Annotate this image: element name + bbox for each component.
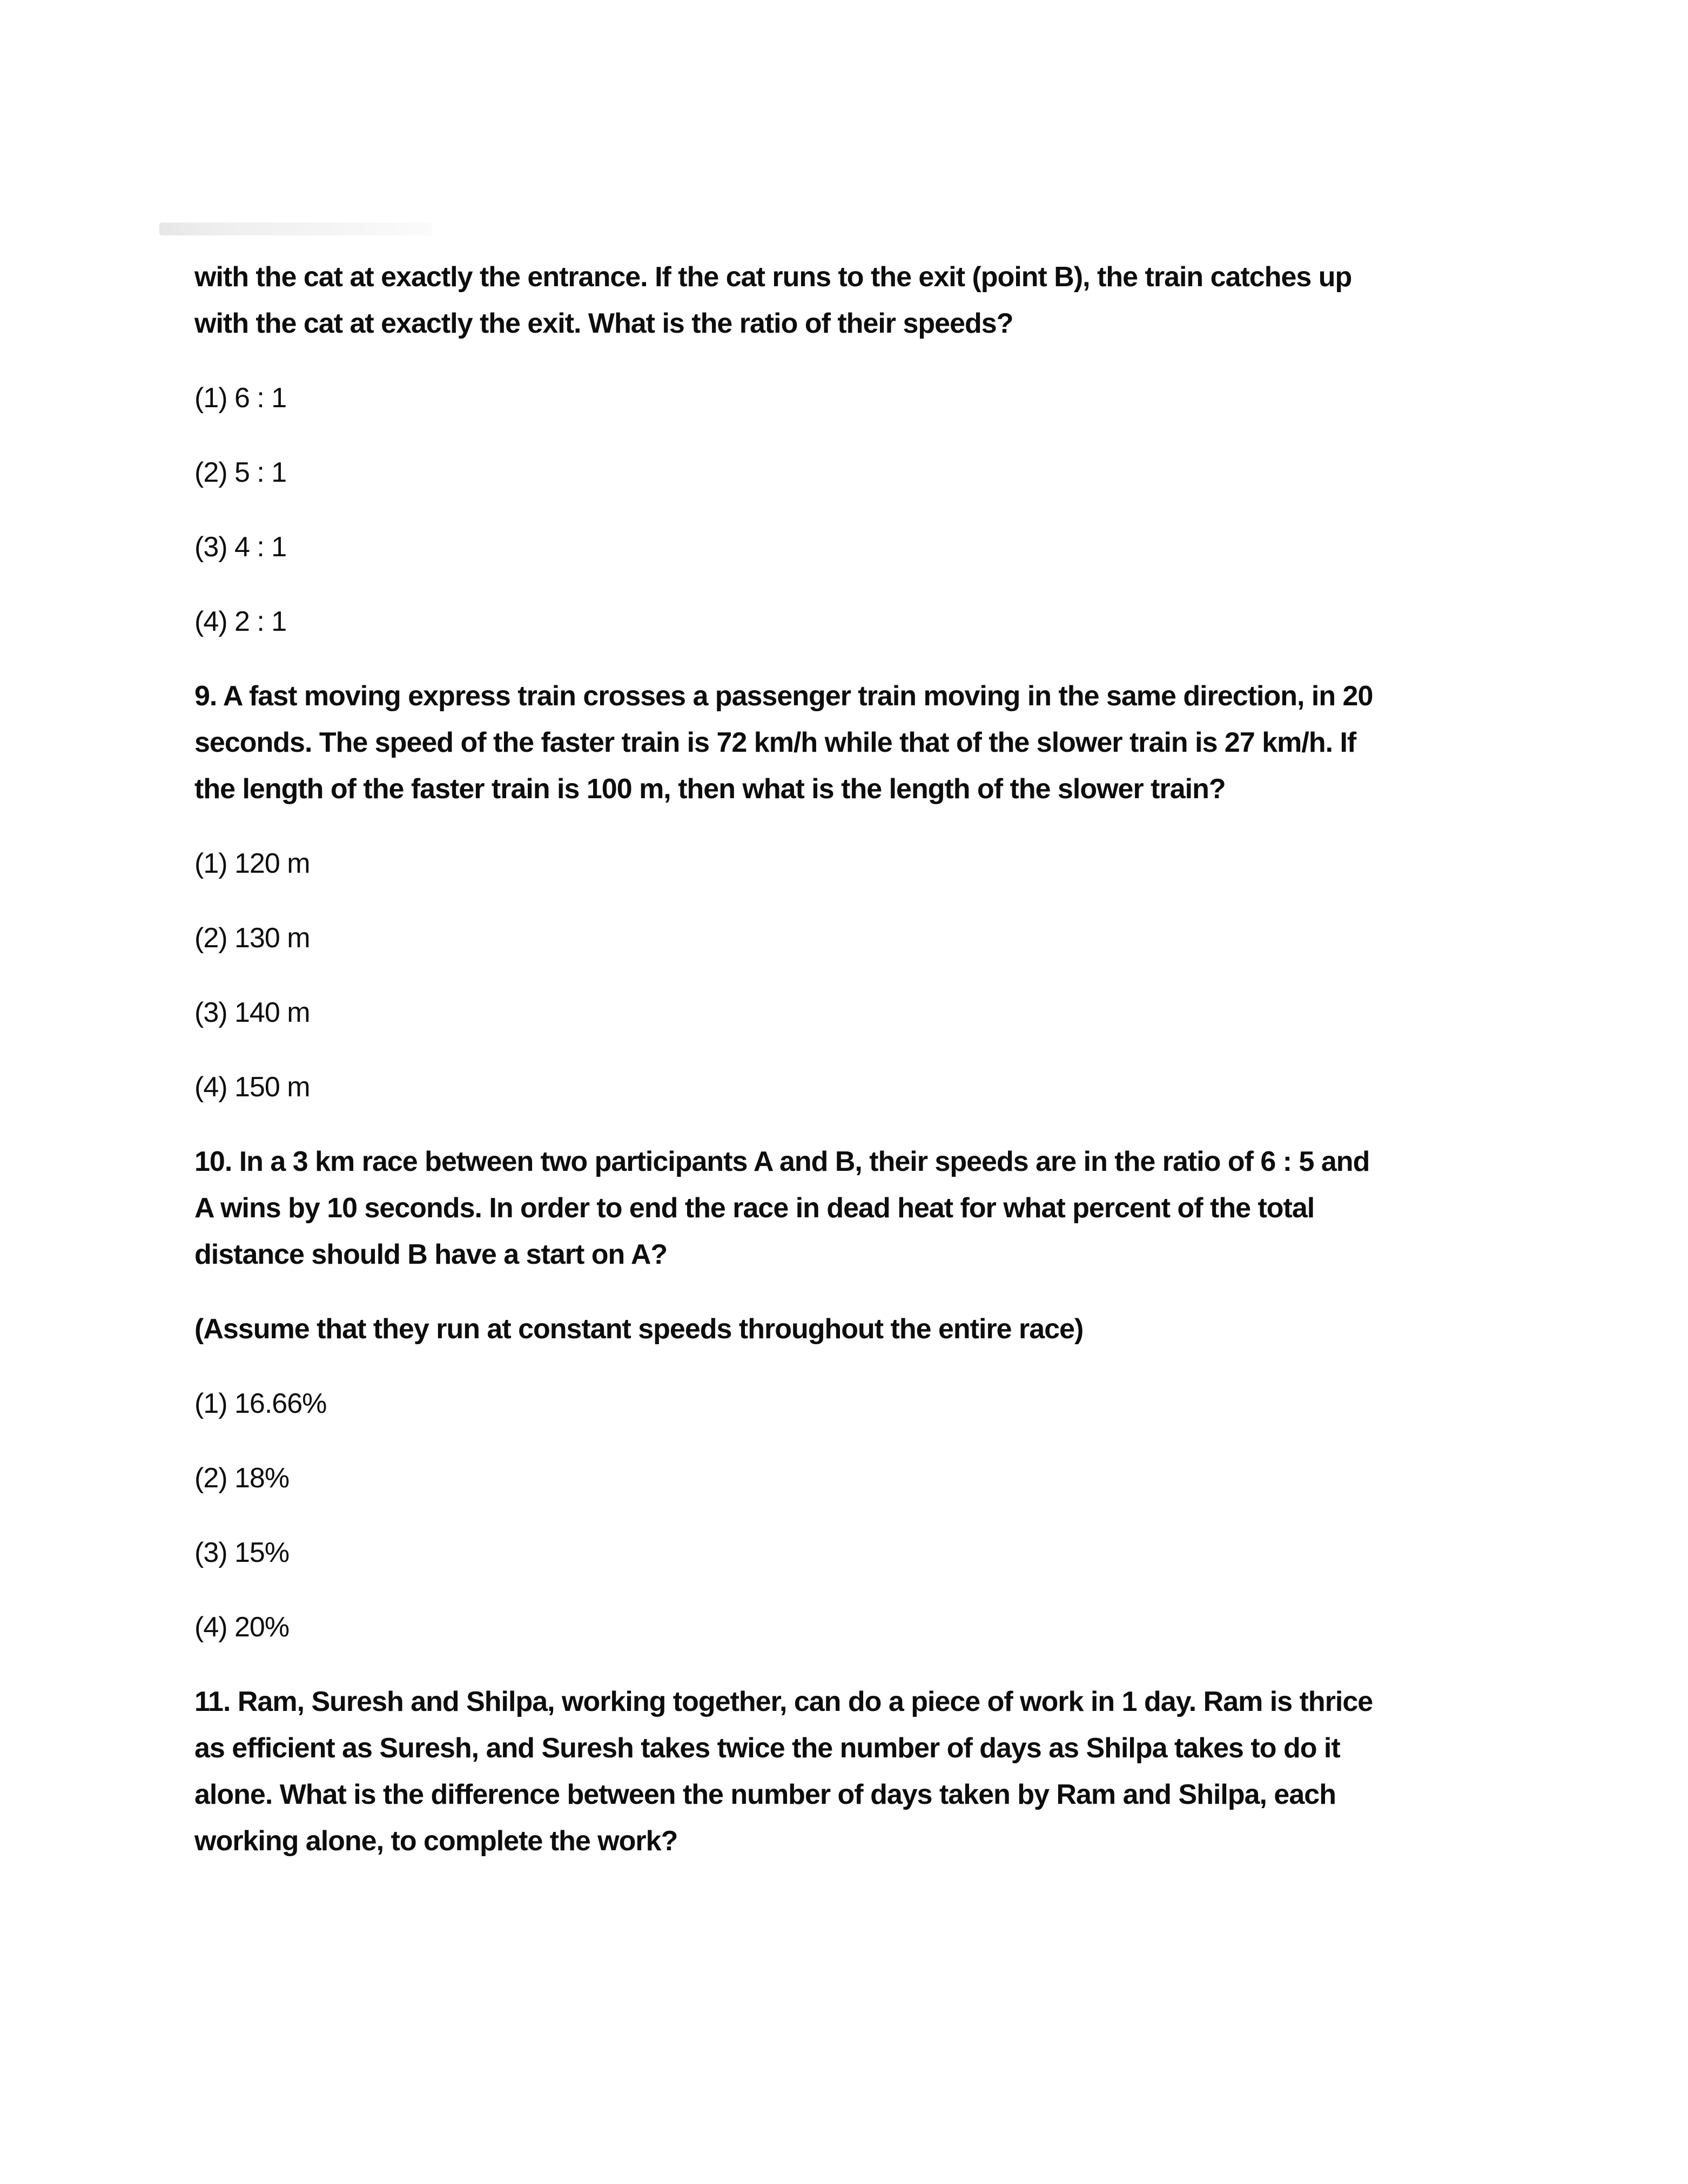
question-9: [194, 673, 1502, 812]
document-content: [194, 254, 1502, 1892]
question-8-option-3: (3) 4 : 1: [194, 531, 287, 563]
question-9-option-1: (1) 120 m: [194, 848, 310, 879]
question-9-line-1: 9. A fast moving express train crosses a passenger train moving in the same direction, in 20: [194, 680, 1373, 712]
question-9-option-4: (4) 150 m: [194, 1071, 310, 1103]
question-9-option-2: (2) 130 m: [194, 922, 310, 954]
question-10-line-2: A wins by 10 seconds. In order to end the race in dead heat for what percent of the total: [194, 1192, 1315, 1224]
question-9-line-2: seconds. The speed of the faster train is 72 km/h while that of the slower train is 27 km/h. If: [194, 727, 1356, 758]
question-11: [194, 1679, 1502, 1864]
question-11-line-2: as efficient as Suresh, and Suresh takes twice the number of days as Shilpa takes to do it: [194, 1733, 1340, 1764]
question-10-line-3: distance should B have a start on A?: [194, 1239, 668, 1270]
question-11-line-4: working alone, to complete the work?: [194, 1825, 678, 1857]
question-8-option-2: (2) 5 : 1: [194, 457, 287, 488]
question-10-assumption-note: (Assume that they run at constant speeds throughout the entire race): [194, 1313, 1084, 1345]
question-10-line-1: 10. In a 3 km race between two participants A and B, their speeds are in the ratio of 6 : 5 and: [194, 1146, 1370, 1177]
question-8-option-1: (1) 6 : 1: [194, 382, 287, 414]
question-8-line-2: with the cat at exactly the exit. What is the ratio of their speeds?: [194, 308, 1013, 339]
question-9-option-3: (3) 140 m: [194, 997, 310, 1028]
question-10: [194, 1138, 1502, 1278]
question-8-line-1: with the cat at exactly the entrance. If the cat runs to the exit (point B), the train catches up: [194, 261, 1352, 293]
question-11-line-1: 11. Ram, Suresh and Shilpa, working together, can do a piece of work in 1 day. Ram is thrice: [194, 1686, 1373, 1717]
question-9-line-3: the length of the faster train is 100 m, then what is the length of the slower train?: [194, 773, 1226, 805]
question-8-continuation: [194, 254, 1502, 347]
question-10-option-2: (2) 18%: [194, 1462, 290, 1494]
question-10-option-3: (3) 15%: [194, 1537, 290, 1568]
scan-artifact: [159, 223, 432, 235]
question-8-option-4: (4) 2 : 1: [194, 606, 287, 637]
question-10-option-1: (1) 16.66%: [194, 1388, 327, 1419]
question-10-option-4: (4) 20%: [194, 1612, 290, 1643]
question-11-line-3: alone. What is the difference between the number of days taken by Ram and Shilpa, each: [194, 1779, 1336, 1810]
